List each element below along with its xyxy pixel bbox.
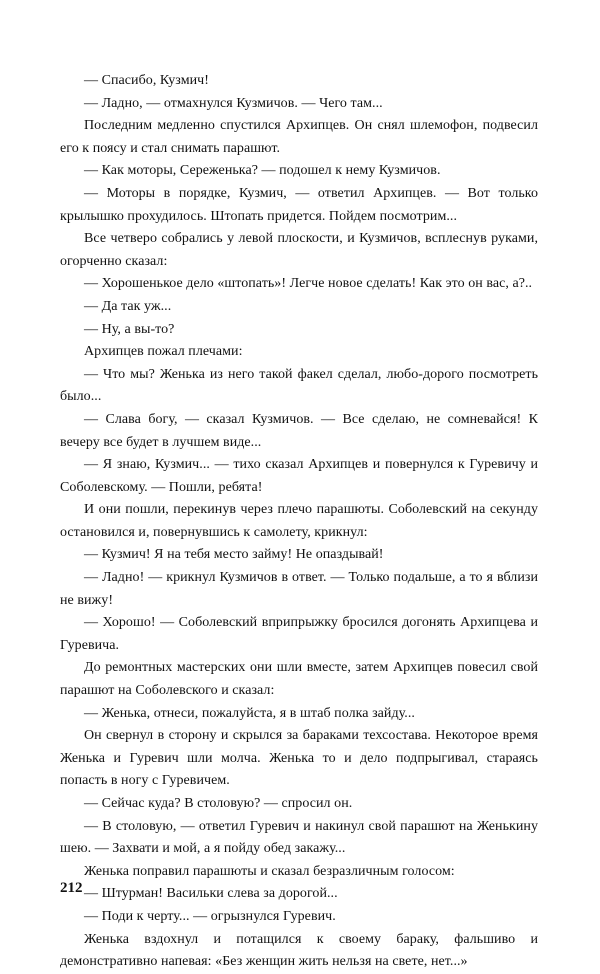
paragraph: До ремонтных мастерских они шли вместе, затем Архипцев повесил свой парашют на Соболевского и сказал: <box>60 660 538 699</box>
paragraph: Он свернул в сторону и скрылся за бараками техсостава. Некоторое время Женька и Гуревич шли молча. Женька то и дело подпрыгивал, стараясь попасть в ногу с Гуревичем. <box>60 728 538 789</box>
paragraph: — Хорошенькое дело «штопать»! Легче новое сделать! Как это он вас, а?.. <box>84 276 533 292</box>
paragraph: — Женька, отнеси, пожалуйста, я в штаб полка зайду... <box>84 705 415 721</box>
paragraph: Женька вздохнул и потащился к своему бараку, фальшиво и демонстративно напевая: «Без женщин жить нельзя на свете, нет...» <box>60 931 538 970</box>
paragraph: — Ладно, — отмахнулся Кузмичов. — Чего там... <box>84 95 383 111</box>
paragraph: — В столовую, — ответил Гуревич и накинул свой парашют на Женькину шею. — Захвати и мой, а я пойду обед закажу... <box>60 818 538 857</box>
paragraph: — Что мы? Женька из него такой факел сделал, любо-дорого посмотреть было... <box>60 366 538 405</box>
page-number: 212 <box>60 880 83 896</box>
paragraph: — Кузмич! Я на тебя место займу! Не опаздывай! <box>84 547 384 563</box>
page-text <box>60 70 538 974</box>
paragraph: — Ладно! — крикнул Кузмичов в ответ. — Только подальше, а то я вблизи не вижу! <box>60 570 538 608</box>
paragraph: — Да так уж... <box>84 298 172 314</box>
paragraph: — Спасибо, Кузмич! <box>84 73 209 88</box>
paragraph: — Сейчас куда? В столовую? — спросил он. <box>84 796 353 811</box>
paragraph: Все четверо собрались у левой плоскости, и Кузмичов, всплеснув руками, огорченно сказал: <box>60 231 538 269</box>
paragraph: Архипцев пожал плечами: <box>84 344 243 360</box>
paragraph: — Ну, а вы-то? <box>84 321 175 337</box>
paragraph: — Я знаю, Кузмич... — тихо сказал Архипцев и повернулся к Гуревичу и Соболевскому. — Пошли, ребята! <box>60 457 538 495</box>
paragraph: — Моторы в порядке, Кузмич, — ответил Архипцев. — Вот только крылышко прохудилось. Штопать придется. Пойдем посмотрим... <box>60 185 538 224</box>
paragraph: — Штурман! Васильки слева за дорогой... <box>84 886 338 902</box>
paragraph: Женька поправил парашюты и сказал безразличным голосом: <box>84 863 455 879</box>
paragraph: — Слава богу, — сказал Кузмичов. — Все сделаю, не сомневайся! К вечеру все будет в лучшем виде... <box>60 411 538 450</box>
paragraph: — Как моторы, Сереженька? — подошел к нему Кузмичов. <box>84 163 441 179</box>
paragraph: — Хорошо! — Соболевский вприпрыжку бросился догонять Архипцева и Гуревича. <box>60 615 538 653</box>
paragraph: И они пошли, перекинув через плечо парашюты. Соболевский на секунду остановился и, повернувшись к самолету, крикнул: <box>60 502 538 540</box>
paragraph: Последним медленно спустился Архипцев. Он снял шлемофон, подвесил его к поясу и стал снимать парашют. <box>60 118 538 156</box>
paragraph: — Поди к черту... — огрызнулся Гуревич. <box>84 908 336 924</box>
